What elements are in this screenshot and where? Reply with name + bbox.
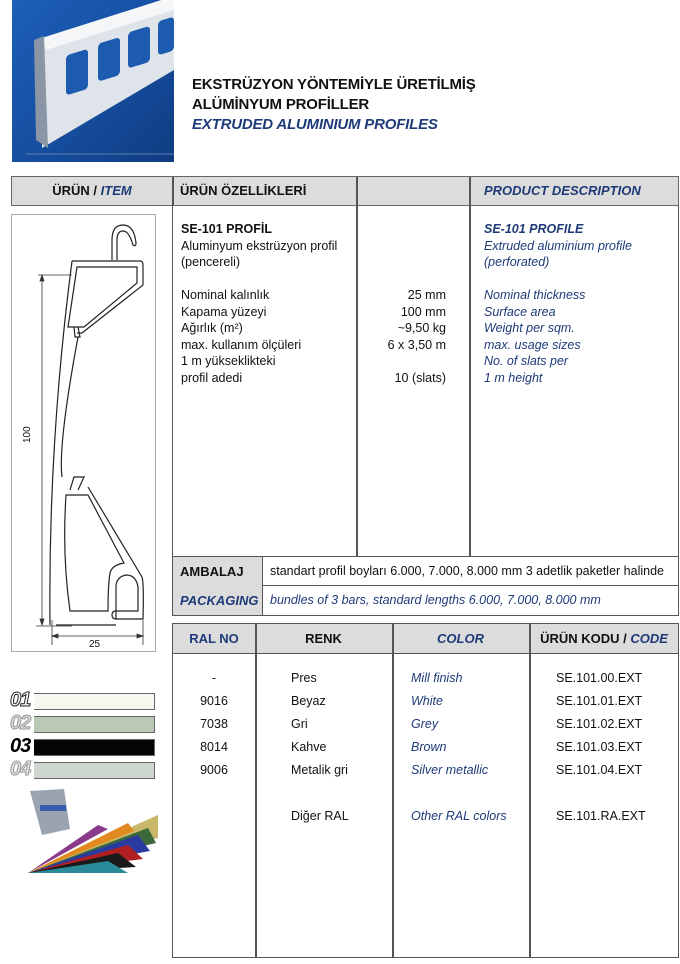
- spec-value: 100 mm: [400, 304, 446, 319]
- product-photo: [12, 0, 174, 162]
- dimension-height-label: 100: [22, 426, 33, 443]
- packaging-row-tr: [173, 557, 678, 586]
- spec-value: 6 x 3,50 m: [387, 337, 446, 352]
- header-code-tr: ÜRÜN KODU /: [540, 631, 631, 646]
- ral-no: [173, 805, 255, 828]
- ral-no: 9016: [200, 694, 228, 708]
- spec-label-tr: 1 m yükseklikteki: [181, 354, 276, 368]
- spec-label-tr: max. kullanım ölçüleri: [181, 337, 302, 352]
- product-desc-en-2: (perforated): [484, 255, 550, 269]
- color-fan-illustration: [8, 785, 158, 880]
- color: White: [411, 694, 443, 708]
- color-swatch-03: [10, 735, 155, 757]
- spec-label-en: max. usage sizes: [484, 337, 581, 352]
- color-swatch-04: [10, 758, 155, 780]
- swatch-number: 03: [10, 735, 31, 757]
- spec-value: 10 (slats): [394, 370, 446, 385]
- swatch-bar: [34, 739, 155, 756]
- renk: Pres: [291, 671, 317, 685]
- color-swatch-01: [10, 689, 155, 711]
- spec-value: 25 mm: [407, 288, 446, 302]
- product-code: SE.101.02.EXT: [556, 717, 643, 731]
- color: Brown: [411, 740, 447, 754]
- header-code-en: CODE: [630, 631, 668, 646]
- product-code: SE.101.03.EXT: [556, 740, 643, 754]
- spec-label-tr: profil adedi: [181, 370, 243, 385]
- profile-cross-section-drawing: [12, 215, 157, 653]
- spec-value: [357, 353, 446, 370]
- spec-label-en: 1 m height: [484, 370, 543, 385]
- header-product-description: PRODUCT DESCRIPTION: [484, 183, 641, 198]
- page-title: [192, 75, 476, 135]
- product-code: SE.101.04.EXT: [556, 763, 643, 777]
- packaging-value-tr: standart profil boyları 6.000, 7.000, 8.000 mm 3 adetlik paketler halinde: [270, 564, 664, 578]
- header-item: [12, 177, 172, 205]
- ral-no: 7038: [200, 717, 228, 731]
- product-name-tr: SE-101 PROFİL: [181, 222, 272, 236]
- spec-label-en: Weight per sqm.: [484, 321, 575, 335]
- header-item-en: ITEM: [100, 183, 132, 198]
- product-desc-tr-2: (pencereli): [181, 255, 241, 269]
- title-en: EXTRUDED ALUMINIUM PROFILES: [192, 116, 438, 133]
- features-tr-column: [181, 221, 337, 386]
- spec-label-tr: Nominal kalınlık: [181, 288, 270, 302]
- packaging-label-tr: AMBALAJ: [173, 557, 263, 586]
- header-renk: RENK: [305, 631, 342, 646]
- spec-table-body: [172, 205, 679, 557]
- spec-label-tr: Kapama yüzeyi: [181, 304, 267, 319]
- renk: Metalik gri: [291, 763, 348, 777]
- swatch-bar: [34, 693, 155, 710]
- profile-drawing-panel: [11, 214, 156, 652]
- product-code: SE.101.RA.EXT: [556, 809, 646, 823]
- header-product-code: [529, 624, 679, 654]
- header-features: ÜRÜN ÖZELLİKLERİ: [180, 183, 307, 198]
- swatch-number: 02: [10, 712, 31, 734]
- header-ral-no: RAL NO: [189, 631, 239, 646]
- ral-fan-deck-image: [8, 785, 158, 880]
- swatch-number: 04: [10, 758, 31, 780]
- spec-label-en: Surface area: [484, 304, 556, 319]
- ral-color-table: [172, 623, 679, 958]
- spec-label-en: Nominal thickness: [484, 288, 586, 302]
- product-code: SE.101.01.EXT: [556, 694, 643, 708]
- ral-table-header: [173, 624, 678, 654]
- dimension-width-label: 25: [89, 639, 101, 650]
- packaging-row-en: [173, 586, 678, 615]
- ral-no: 8014: [200, 740, 228, 754]
- product-code: SE.101.00.EXT: [556, 671, 643, 685]
- renk: Diğer RAL: [291, 809, 349, 823]
- color: Mill finish: [411, 671, 463, 685]
- renk: Beyaz: [291, 694, 326, 708]
- product-name-en: SE-101 PROFILE: [484, 222, 584, 236]
- ral-no: -: [211, 671, 217, 685]
- renk: Kahve: [291, 740, 327, 754]
- swatch-bar: [34, 762, 155, 779]
- spec-value: ~9,50 kg: [397, 321, 446, 335]
- spec-label-en: No. of slats per: [484, 354, 569, 368]
- title-tr-line1: EKSTRÜZYON YÖNTEMİYLE ÜRETİLMİŞ: [192, 76, 476, 93]
- packaging-label-en: PACKAGING: [173, 586, 263, 615]
- title-tr-line2: ALÜMİNYUM PROFİLLER: [192, 96, 370, 113]
- renk: Gri: [291, 717, 308, 731]
- swatch-number: 01: [10, 689, 31, 711]
- header-item-tr: ÜRÜN /: [52, 183, 101, 198]
- color: Silver metallic: [411, 763, 489, 777]
- packaging-value-en: bundles of 3 bars, standard lengths 6.000, 7.000, 8.000 mm: [270, 593, 601, 607]
- product-desc-en-1: Extruded aluminium profile: [484, 238, 632, 253]
- aluminium-slat-illustration: [12, 0, 174, 162]
- product-desc-tr-1: Aluminyum ekstrüzyon profil: [181, 238, 338, 253]
- swatch-bar: [34, 716, 155, 733]
- packaging-table: [172, 556, 679, 616]
- values-column: [357, 287, 446, 386]
- header-color: COLOR: [437, 631, 484, 646]
- color-swatch-02: [10, 712, 155, 734]
- description-en-column: [484, 221, 632, 386]
- color: Grey: [411, 717, 439, 731]
- spec-label-tr: Ağırlık (m²): [181, 321, 243, 335]
- ral-no: 9006: [200, 763, 228, 777]
- color: Other RAL colors: [411, 809, 507, 823]
- spec-table-header: [11, 176, 679, 206]
